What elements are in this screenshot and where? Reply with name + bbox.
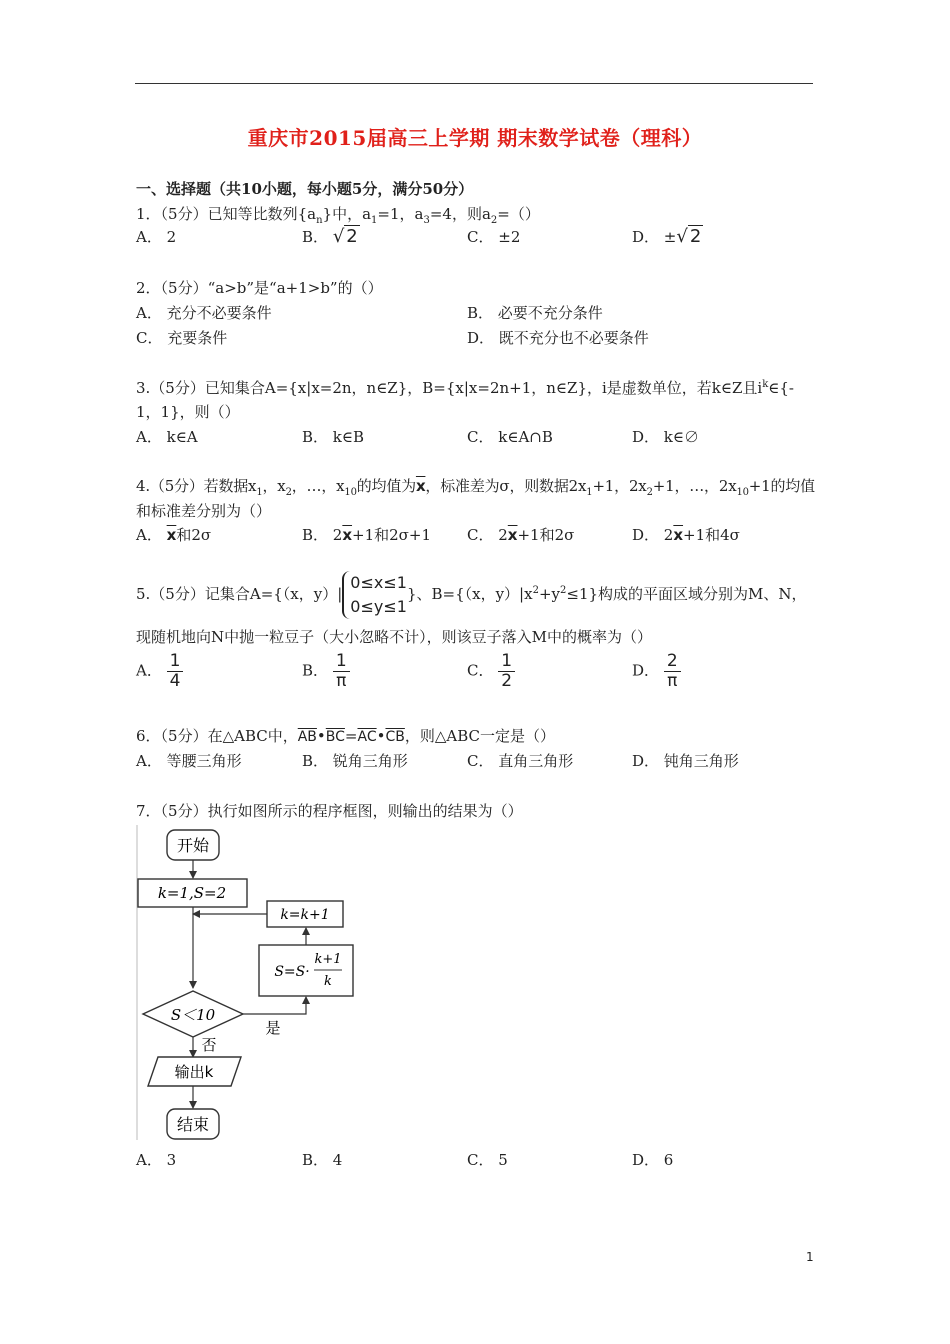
flow-end-label: 结束 xyxy=(176,1115,210,1134)
q1-option-d: D． ±√ 2 xyxy=(632,226,702,247)
q4-option-d: D． $2\overline{x}+1$和4σ xyxy=(632,526,740,544)
q3-option-b: B． k∈B xyxy=(302,428,365,446)
q7-option-d: D． 6 xyxy=(632,1151,674,1169)
q6-options xyxy=(136,750,826,778)
header-rule xyxy=(135,83,813,84)
q3-option-c: C． k∈A∩B xyxy=(467,428,553,446)
q5-option-b: B． $\frac{1}{\pi}$ xyxy=(302,652,350,691)
q2-option-c: C． 充要条件 xyxy=(136,329,228,347)
q6-option-d: D． 钝角三角形 xyxy=(632,752,739,770)
q1-option-c: C． ±2 xyxy=(467,228,521,246)
q5-stem-line2: 现随机地向N中抛一粒豆子（大小忽略不计），则该豆子落入M中的概率为（） xyxy=(136,628,652,646)
q3-stem-line2: 1，1}，则（） xyxy=(136,403,240,421)
q2-option-d: D． 既不充分也不必要条件 xyxy=(467,329,649,347)
q7-option-c: C． 5 xyxy=(467,1151,508,1169)
page-title: 重庆市2015届高三上学期 期末数学试卷（理科） xyxy=(247,126,703,150)
q2-stem: 2．（5分）“a>b”是“a+1>b”的（） xyxy=(136,279,383,297)
q5-option-c: C． $\frac{1}{2}$ xyxy=(467,652,515,691)
q4-options xyxy=(136,524,826,552)
q5-options xyxy=(136,652,826,696)
q2-options-row1 xyxy=(136,302,826,330)
q7-stem: 7．（5分）执行如图所示的程序框图，则输出的结果为（） xyxy=(136,802,523,820)
q2-option-b: B． 必要不充分条件 xyxy=(467,304,603,322)
q5-inequality-system: 0≤x≤1 0≤y≤1 xyxy=(342,571,407,619)
q1-option-b: B． √ 2 xyxy=(302,226,358,247)
q6-option-a: A． 等腰三角形 xyxy=(136,752,242,770)
program-flowchart xyxy=(136,825,366,1145)
q6-option-b: B． 锐角三角形 xyxy=(302,752,408,770)
flow-output-label: 输出k xyxy=(174,1063,214,1081)
q2-option-a: A． 充分不必要条件 xyxy=(136,304,272,322)
q5-option-a: A． $\frac{1}{4}$ xyxy=(136,652,183,691)
q3-stem-line1: 3.（5分）已知集合A={x|x=2n，n∈Z}，B={x|x=2n+1，n∈Z}，i是虚数单位，若k∈Z且$i^k\in\{-$ xyxy=(136,379,794,397)
q7-option-b: B． 4 xyxy=(302,1151,343,1169)
flow-no-label: 否 xyxy=(201,1036,217,1054)
q3-option-d: D． k∈∅ xyxy=(632,428,699,446)
flow-update-s-prefix: S=S· xyxy=(274,964,310,980)
q3-option-a: A． k∈A xyxy=(136,428,198,446)
flow-update-s-numerator: k+1 xyxy=(314,952,342,967)
q7-option-a: A． 3 xyxy=(136,1151,177,1169)
flow-yes-label: 是 xyxy=(265,1019,281,1037)
flow-start-label: 开始 xyxy=(176,836,210,855)
q3-options xyxy=(136,426,826,454)
q2-options-row2 xyxy=(136,327,826,355)
q1-stem: 1．（5分）已知等比数列$\{a_n\}$中，$a_1=1$，$a_3=4$，则$a_2=()$ xyxy=(136,205,540,226)
flow-condition-label: S＜10 xyxy=(170,1006,216,1024)
page-number: 1 xyxy=(806,1250,814,1264)
q6-stem: 6．（5分）在△ABC中，$\overline{AB}•\overline{BC}=\overline{AC}•\overline{CB}$，则△ABC一定是（） xyxy=(136,727,556,745)
flow-init-label: k=1,S=2 xyxy=(157,884,227,902)
q7-options xyxy=(136,1149,826,1177)
flow-update-s-denominator: k xyxy=(324,974,332,989)
q1-options xyxy=(136,226,826,254)
q4-stem-line1: 4.（5分）若数据$x_1$，$x_2$，…，$x_{10}$的均值为$\overline{x}$，标准差为σ，则数据$2x_1+1$，$2x_2+1$，…，$2x_{10}+1$的均值 xyxy=(136,477,815,498)
q4-option-b: B． $2\overline{x}+1$和2σ+1 xyxy=(302,526,432,544)
flow-arrow-yes xyxy=(243,997,306,1014)
q4-stem-line2: 和标准差分别为（） xyxy=(136,502,272,520)
q4-option-a: A． $\overline{x}$和2σ xyxy=(136,526,212,544)
q1-option-a: A． 2 xyxy=(136,228,177,246)
section-title: 一、选择题（共10小题，每小题5分，满分50分） xyxy=(136,180,474,198)
q6-option-c: C． 直角三角形 xyxy=(467,752,574,770)
q5-option-d: D． $\frac{2}{\pi}$ xyxy=(632,652,681,691)
q5-stem-line1: 5.（5分）记集合A={（x，y）|0≤x≤1 0≤y≤1}、B={（x，$y)|x^2+y^2\le 1$}构成的平面区域分别为M、N， xyxy=(136,571,807,619)
q4-option-c: C． $2\overline{x}+1$和2σ xyxy=(467,526,575,544)
flow-update-k-label: k=k+1 xyxy=(280,907,330,923)
